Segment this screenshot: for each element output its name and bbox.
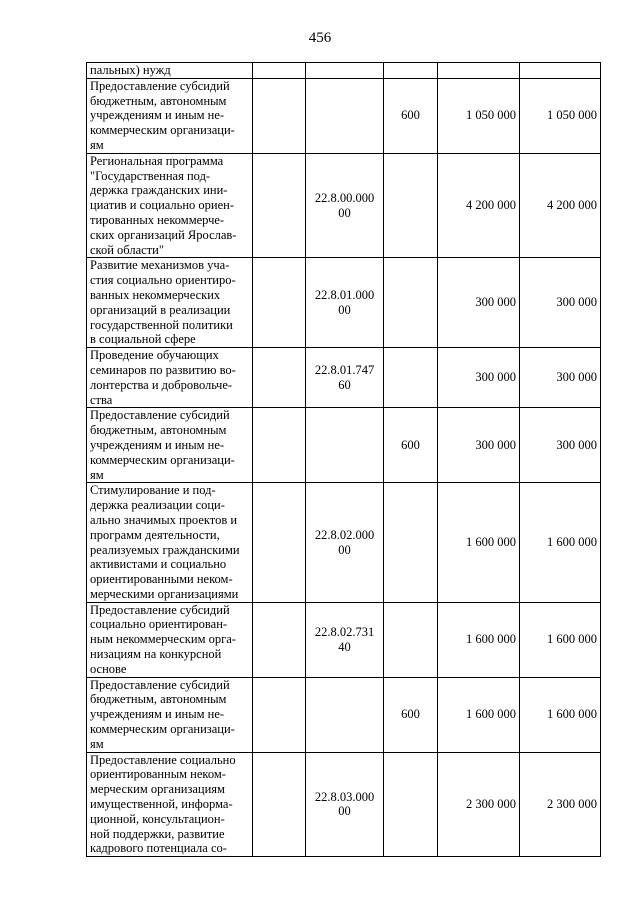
budget-code-cell: 22.8.03.000 00 — [306, 752, 384, 857]
table-row — [87, 78, 601, 153]
expense-type-cell — [384, 63, 438, 79]
empty-cell — [253, 258, 306, 348]
budget-code-cell: 22.8.00.000 00 — [306, 153, 384, 258]
empty-cell — [253, 408, 306, 483]
table-row — [87, 153, 601, 258]
amount-2-cell: 2 300 000 — [520, 752, 601, 857]
amount-2-cell: 300 000 — [520, 408, 601, 483]
table-row — [87, 408, 601, 483]
budget-code-cell: 22.8.01.747 60 — [306, 348, 384, 408]
expense-type-cell: 600 — [384, 677, 438, 752]
amount-2-cell — [520, 63, 601, 79]
item-name-cell: Предоставление субсидий бюджетным, автономным учреждениям и иным не- коммерческим организаци- ям — [87, 78, 253, 153]
empty-cell — [253, 677, 306, 752]
expense-type-cell — [384, 602, 438, 677]
budget-code-cell — [306, 63, 384, 79]
amount-2-cell: 1 600 000 — [520, 602, 601, 677]
empty-cell — [253, 348, 306, 408]
amount-2-cell: 4 200 000 — [520, 153, 601, 258]
table-row — [87, 677, 601, 752]
page-number: 456 — [308, 30, 332, 46]
item-name-cell: Предоставление субсидий бюджетным, автономным учреждениям и иным не- коммерческим организаци- ям — [87, 408, 253, 483]
empty-cell — [253, 483, 306, 602]
budget-code-cell — [306, 78, 384, 153]
expense-type-cell — [384, 752, 438, 857]
amount-1-cell: 300 000 — [438, 408, 520, 483]
budget-table — [86, 62, 601, 857]
amount-2-cell: 300 000 — [520, 258, 601, 348]
amount-1-cell: 1 600 000 — [438, 483, 520, 602]
budget-code-cell — [306, 677, 384, 752]
table-row — [87, 602, 601, 677]
table-row — [87, 63, 601, 79]
expense-type-cell — [384, 483, 438, 602]
expense-type-cell: 600 — [384, 78, 438, 153]
amount-1-cell: 1 600 000 — [438, 677, 520, 752]
empty-cell — [253, 752, 306, 857]
amount-1-cell: 1 050 000 — [438, 78, 520, 153]
amount-2-cell: 300 000 — [520, 348, 601, 408]
budget-code-cell: 22.8.02.731 40 — [306, 602, 384, 677]
table-row — [87, 348, 601, 408]
empty-cell — [253, 63, 306, 79]
expense-type-cell — [384, 153, 438, 258]
empty-cell — [253, 78, 306, 153]
item-name-cell: Предоставление социально ориентированным неком- мерческим организациям имущественной, информа- ционной, консультацион- ной поддержки, развитие кадрового потенциала со- — [87, 752, 253, 857]
table-row — [87, 752, 601, 857]
item-name-cell: Стимулирование и под- держка реализации соци- ально значимых проектов и программ деятельности, реализуемых гражданскими активистами и социально ориентированными неком- мерческими организациями — [87, 483, 253, 602]
expense-type-cell: 600 — [384, 408, 438, 483]
expense-type-cell — [384, 348, 438, 408]
item-name-cell: пальных) нужд — [87, 63, 253, 79]
budget-code-cell: 22.8.01.000 00 — [306, 258, 384, 348]
amount-1-cell: 4 200 000 — [438, 153, 520, 258]
amount-1-cell: 2 300 000 — [438, 752, 520, 857]
amount-1-cell: 300 000 — [438, 258, 520, 348]
amount-1-cell: 300 000 — [438, 348, 520, 408]
item-name-cell: Региональная программа "Государственная под- держка гражданских ини- циатив и социально ориен- тированных некоммерче- ских организаций Ярослав- ской области" — [87, 153, 253, 258]
item-name-cell: Развитие механизмов уча- стия социально ориентиро- ванных некоммерческих организаций в реализации государственной политики в социальной сфере — [87, 258, 253, 348]
empty-cell — [253, 153, 306, 258]
budget-code-cell — [306, 408, 384, 483]
item-name-cell: Предоставление субсидий социально ориентирован- ным некоммерческим орга- низациям на конкурсной основе — [87, 602, 253, 677]
item-name-cell: Проведение обучающих семинаров по развитию во- лонтерства и добровольче- ства — [87, 348, 253, 408]
amount-2-cell: 1 600 000 — [520, 677, 601, 752]
amount-2-cell: 1 600 000 — [520, 483, 601, 602]
amount-2-cell: 1 050 000 — [520, 78, 601, 153]
table-row — [87, 258, 601, 348]
budget-code-cell: 22.8.02.000 00 — [306, 483, 384, 602]
amount-1-cell: 1 600 000 — [438, 602, 520, 677]
empty-cell — [253, 602, 306, 677]
amount-1-cell — [438, 63, 520, 79]
expense-type-cell — [384, 258, 438, 348]
table-row — [87, 483, 601, 602]
item-name-cell: Предоставление субсидий бюджетным, автономным учреждениям и иным не- коммерческим организаци- ям — [87, 677, 253, 752]
